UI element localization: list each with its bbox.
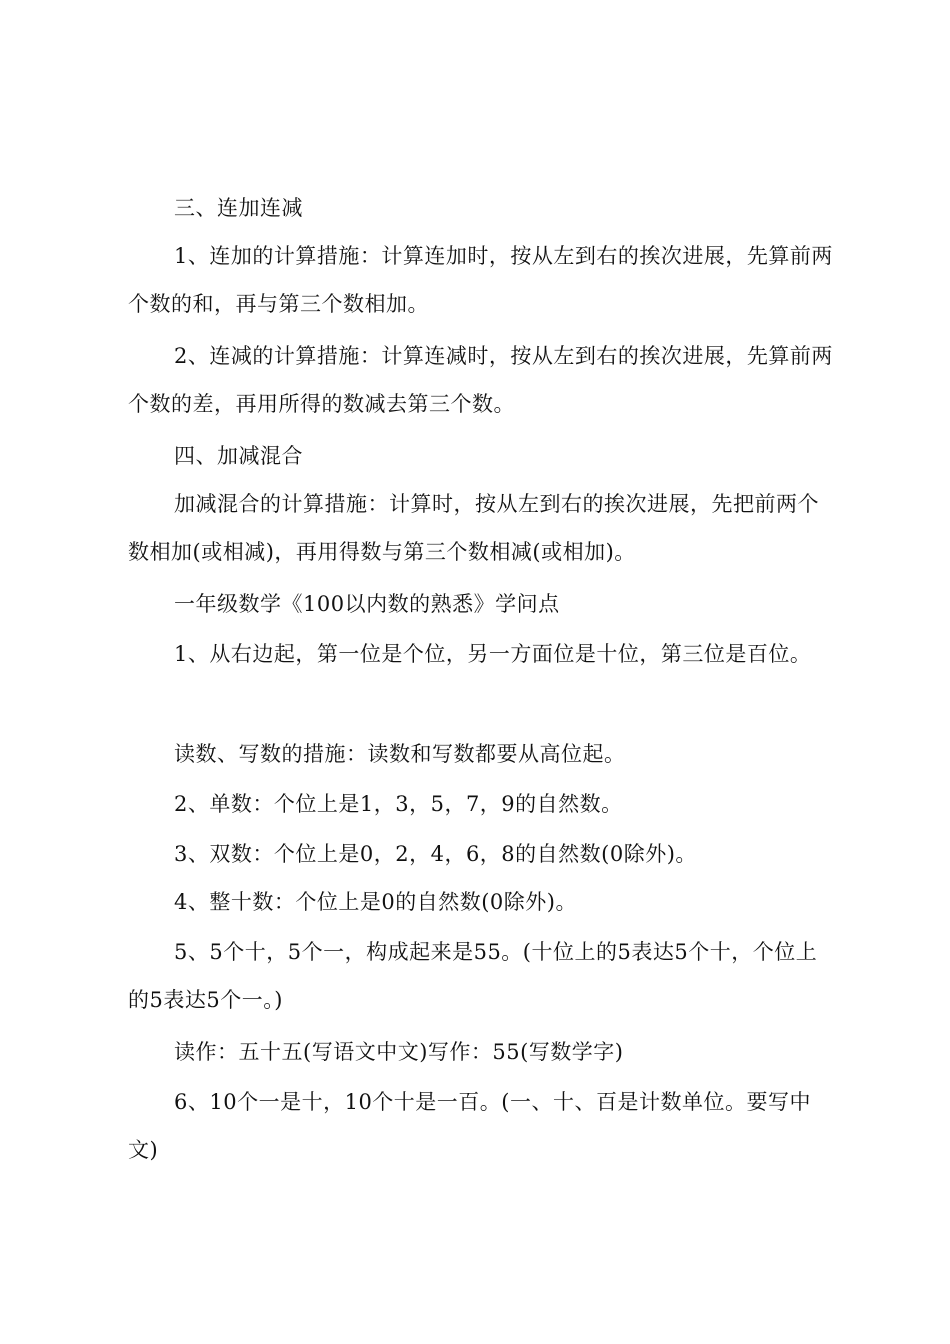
paragraph-even-numbers: 3、双数：个位上是0，2，4，6，8的自然数(0除外)。 [174,842,697,866]
paragraph-lianjian: 2、连减的计算措施：计算连减时，按从左到右的挨次进展，先算前两个数的差，再用所得的数减去第三个数。 [128,344,833,416]
heading-jiajian-hunhe: 四、加减混合 [174,444,303,468]
paragraph-read-write: 读数、写数的措施：读数和写数都要从高位起。 [174,742,626,766]
paragraph-odd-numbers: 2、单数：个位上是1，3，5，7，9的自然数。 [174,792,623,816]
paragraph-whole-tens: 4、整十数：个位上是0的自然数(0除外)。 [174,890,577,914]
paragraph-jiajian-hunhe: 加减混合的计算措施：计算时，按从左到右的挨次进展，先把前两个数相加(或相减)，再用得数与第三个数相减(或相加)。 [128,492,819,564]
paragraph-place-values: 1、从右边起，第一位是个位，另一方面位是十位，第三位是百位。 [174,642,812,666]
paragraph-read-as: 读作：五十五(写语文中文)写作：55(写数学字) [174,1040,624,1064]
heading-lianjia-lianjian: 三、连加连减 [174,196,303,220]
paragraph-lianjia: 1、连加的计算措施：计算连加时，按从左到右的挨次进展，先算前两个数的和，再与第三个数相加。 [128,244,833,316]
paragraph-fifty-five: 5、5个十，5个一，构成起来是55。(十位上的5表达5个十，个位上的5表达5个一。) [128,940,818,1012]
section-title: 一年级数学《100以内数的熟悉》学问点 [174,592,560,616]
paragraph-counting-units: 6、10个一是十，10个十是一百。(一、十、百是计数单位。要写中文) [128,1090,811,1162]
